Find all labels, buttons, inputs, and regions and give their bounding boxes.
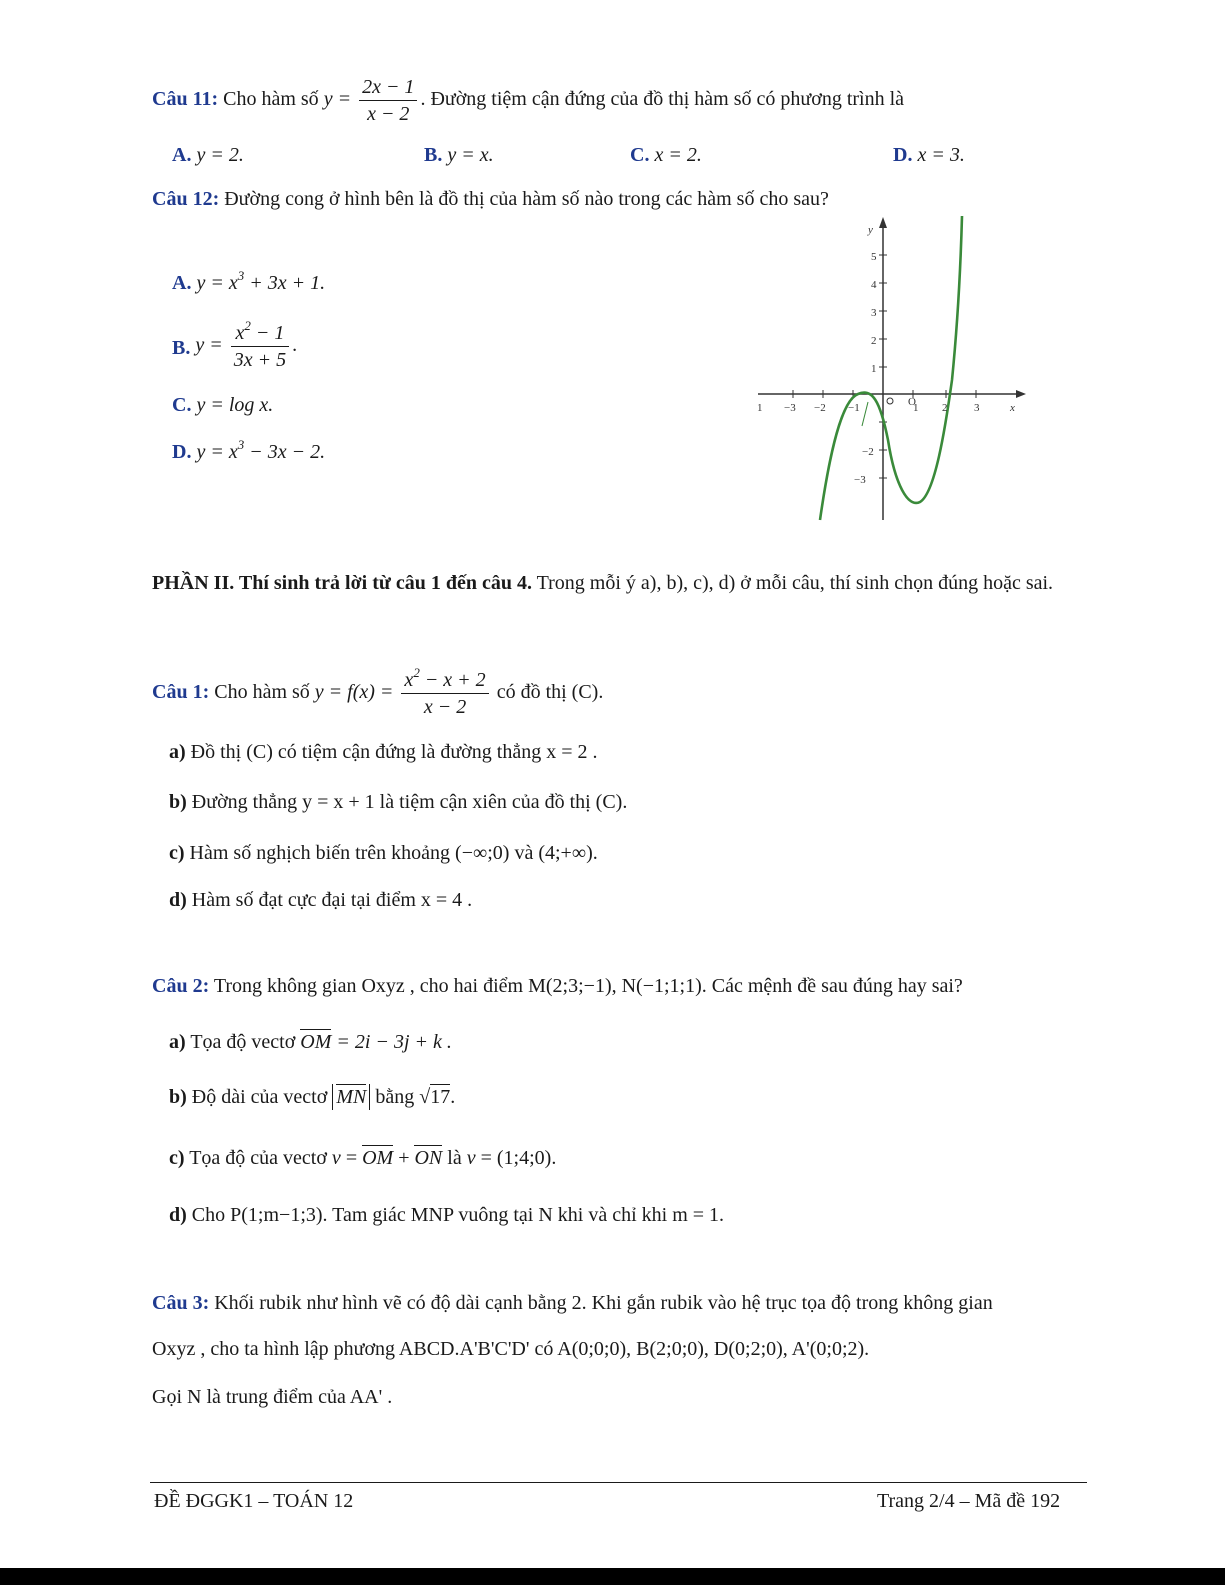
x-tick-label: −3 xyxy=(784,402,796,414)
option-text: y = x xyxy=(196,441,238,463)
part-2-heading-rest: Trong mỗi ý a), b), c), d) ở mỗi câu, thí sinh chọn đúng hoặc sai. xyxy=(531,572,1054,594)
footer-divider xyxy=(150,1482,1087,1483)
part-2-heading-bold: PHẦN II. Thí sinh trả lời từ câu 1 đến câu 4. xyxy=(152,572,532,594)
question-12-option-c[interactable] xyxy=(172,393,273,417)
question-11-option-b[interactable] xyxy=(424,143,494,167)
item-key: a) xyxy=(169,1031,186,1053)
y-tick-label: 2 xyxy=(871,335,877,347)
item-key: d) xyxy=(169,1204,187,1226)
function-curve xyxy=(820,216,962,520)
x-tick-label: 2 xyxy=(942,402,948,414)
item-text: Độ dài của vectơ xyxy=(191,1086,328,1108)
numerator-rest: − x + 2 xyxy=(419,669,486,691)
option-b-tail: . xyxy=(292,334,298,357)
part-2-question-1-stem xyxy=(152,667,603,720)
option-text: y = 2. xyxy=(196,144,244,166)
item-text: = (1;4;0). xyxy=(475,1147,557,1169)
vector-om: OM xyxy=(300,1031,332,1053)
question-11-numerator: 2x − 1 xyxy=(359,74,417,101)
item-key: b) xyxy=(169,791,187,813)
question-11-tail: . Đường tiệm cận đứng của đồ thị hàm số có phương trình là xyxy=(420,88,905,111)
item-text: Tọa độ của vectơ xyxy=(189,1147,327,1169)
y-axis-label: y xyxy=(868,224,873,236)
option-key: D. xyxy=(172,441,192,463)
option-text: y = x xyxy=(196,272,238,294)
part-2-question-3-line-1 xyxy=(152,1291,993,1315)
item-text: . xyxy=(450,1086,456,1108)
item-text: = 2i − 3j + k . xyxy=(331,1031,452,1053)
x-tick-label: −1 xyxy=(848,402,860,414)
item-text: Đồ thị (C) có tiệm cận đứng là đường thẳng x = 2 . xyxy=(190,741,598,763)
question-11-intro: Cho hàm số xyxy=(223,88,319,111)
question-2-label: Câu 2: xyxy=(152,975,210,997)
guide-line xyxy=(862,402,868,426)
item-key: c) xyxy=(169,842,185,864)
vector-on: ON xyxy=(414,1147,443,1169)
footer-left: ĐỀ ĐGGK1 – TOÁN 12 xyxy=(154,1490,354,1512)
option-lhs: y = xyxy=(195,334,223,357)
part-2-question-3-line-2 xyxy=(152,1337,869,1361)
item-text: Tọa độ vectơ xyxy=(190,1031,296,1053)
option-text: + 3x + 1. xyxy=(244,272,326,294)
vector-mn: MN xyxy=(336,1086,367,1108)
x-tick-label: 1 xyxy=(757,402,763,414)
axis-ticks xyxy=(793,255,976,478)
question-12-option-d[interactable] xyxy=(172,437,326,464)
item-text: = xyxy=(340,1147,363,1169)
option-key: A. xyxy=(172,272,192,294)
option-key: C. xyxy=(630,144,650,166)
item-text: Hàm số đạt cực đại tại điểm x = 4 . xyxy=(191,889,473,911)
question-12-stem xyxy=(152,187,829,211)
option-b-denominator: 3x + 5 xyxy=(233,349,287,371)
item-key: d) xyxy=(169,889,187,911)
question-11-label: Câu 11: xyxy=(152,88,219,111)
y-axis-arrow xyxy=(879,217,887,228)
numerator-base: x xyxy=(235,322,245,344)
item-text: Hàm số nghịch biến trên khoảng (−∞;0) và (4;+∞). xyxy=(189,842,598,864)
option-text: y = x. xyxy=(447,144,494,166)
vector-magnitude xyxy=(332,1084,370,1110)
question-2-item-d[interactable] xyxy=(169,1203,724,1227)
option-text: y = log x. xyxy=(196,394,274,416)
vector-v: v xyxy=(466,1147,476,1169)
question-1-lhs: y = f(x) = xyxy=(314,681,394,704)
part-2-heading xyxy=(152,568,1087,598)
question-3-label: Câu 3: xyxy=(152,1292,210,1314)
question-1-fraction xyxy=(401,667,488,720)
question-12-text: Đường cong ở hình bên là đồ thị của hàm số nào trong các hàm số cho sau? xyxy=(224,188,829,210)
y-tick-label: 3 xyxy=(871,307,877,319)
x-tick-label: 3 xyxy=(974,402,980,414)
question-3-text: Khối rubik như hình vẽ có độ dài cạnh bằng 2. Khi gắn rubik vào hệ trục tọa độ trong không gian xyxy=(214,1292,993,1314)
question-11-denominator: x − 2 xyxy=(367,103,410,125)
option-exponent: 3 xyxy=(237,437,245,452)
x-tick-label: −2 xyxy=(814,402,826,414)
question-1-denominator: x − 2 xyxy=(423,696,467,718)
item-text: Cho P(1;m−1;3). Tam giác MNP vuông tại N khi và chỉ khi m = 1. xyxy=(191,1204,725,1226)
question-1-intro: Cho hàm số xyxy=(214,681,310,704)
question-1-item-a[interactable] xyxy=(169,740,597,764)
option-text: x = 3. xyxy=(917,144,965,166)
y-tick-label: 4 xyxy=(871,279,877,291)
question-12-option-a[interactable] xyxy=(172,268,326,295)
x-tick-label: 1 xyxy=(913,402,919,414)
option-key: B. xyxy=(424,144,443,166)
item-text: là xyxy=(442,1147,467,1169)
option-key: B. xyxy=(172,337,191,360)
item-text: + xyxy=(393,1147,415,1169)
numerator-base: x xyxy=(404,669,414,691)
page-bottom-edge xyxy=(0,1568,1225,1585)
numerator-exponent: 2 xyxy=(244,318,251,333)
question-11-option-d[interactable] xyxy=(893,143,965,167)
option-exponent: 3 xyxy=(237,268,245,283)
option-b-numerator xyxy=(231,320,289,347)
question-1-item-c[interactable] xyxy=(169,841,598,865)
part-2-question-2-stem xyxy=(152,974,963,998)
option-text: x = 2. xyxy=(654,144,702,166)
origin-label: O xyxy=(908,396,916,408)
question-3-text: Oxyz , cho ta hình lập phương ABCD.A'B'C'D' có A(0;0;0), B(2;0;0), D(0;2;0), A'(0;0;2). xyxy=(152,1338,870,1360)
x-axis-label: x xyxy=(1010,402,1015,414)
item-key: c) xyxy=(169,1147,185,1169)
y-tick-label: 1 xyxy=(871,363,877,375)
item-text: Đường thẳng y = x + 1 là tiệm cận xiên của đồ thị (C). xyxy=(191,791,628,813)
item-text: bằng xyxy=(375,1086,415,1108)
option-key: C. xyxy=(172,394,192,416)
question-1-tail: có đồ thị (C). xyxy=(496,681,604,704)
question-11-option-a[interactable] xyxy=(172,143,244,167)
item-key: b) xyxy=(169,1086,187,1108)
question-12-label: Câu 12: xyxy=(152,188,220,210)
y-tick-label: 5 xyxy=(871,251,877,263)
option-b-fraction xyxy=(231,320,289,373)
numerator-rest: − 1 xyxy=(250,322,285,344)
option-key: A. xyxy=(172,144,192,166)
question-12-option-b[interactable] xyxy=(172,320,297,373)
question-2-item-a[interactable] xyxy=(169,1030,452,1054)
question-1-item-b[interactable] xyxy=(169,790,627,814)
vector-om: OM xyxy=(362,1147,394,1169)
y-tick-label: −3 xyxy=(854,474,866,486)
question-2-text: Trong không gian Oxyz , cho hai điểm M(2;3;−1), N(−1;1;1). Các mệnh đề sau đúng hay sai? xyxy=(213,975,963,997)
question-11-lhs: y = xyxy=(323,88,352,111)
question-2-item-b[interactable] xyxy=(169,1085,455,1109)
question-11-option-c[interactable] xyxy=(630,143,702,167)
question-1-item-d[interactable] xyxy=(169,888,472,912)
cubic-function-graph xyxy=(750,212,1035,527)
vector-v: v xyxy=(331,1147,341,1169)
y-tick-label: −2 xyxy=(862,446,874,458)
origin-marker xyxy=(887,398,893,404)
question-1-numerator xyxy=(401,667,488,694)
question-11-stem xyxy=(152,74,904,127)
numerator-exponent: 2 xyxy=(413,665,420,680)
sqrt-symbol: √ xyxy=(419,1086,431,1108)
option-key: D. xyxy=(893,144,913,166)
x-axis-arrow xyxy=(1016,390,1026,398)
part-2-question-3-line-3 xyxy=(152,1385,392,1409)
sqrt-radicand: 17 xyxy=(430,1086,451,1108)
item-key: a) xyxy=(169,741,186,763)
question-3-text: Gọi N là trung điểm của AA' . xyxy=(152,1386,393,1408)
option-text: − 3x − 2. xyxy=(244,441,326,463)
question-2-item-c[interactable] xyxy=(169,1146,556,1170)
question-1-label: Câu 1: xyxy=(152,681,210,704)
footer-right: Trang 2/4 – Mã đề 192 xyxy=(877,1490,1061,1512)
question-11-fraction xyxy=(359,74,417,127)
